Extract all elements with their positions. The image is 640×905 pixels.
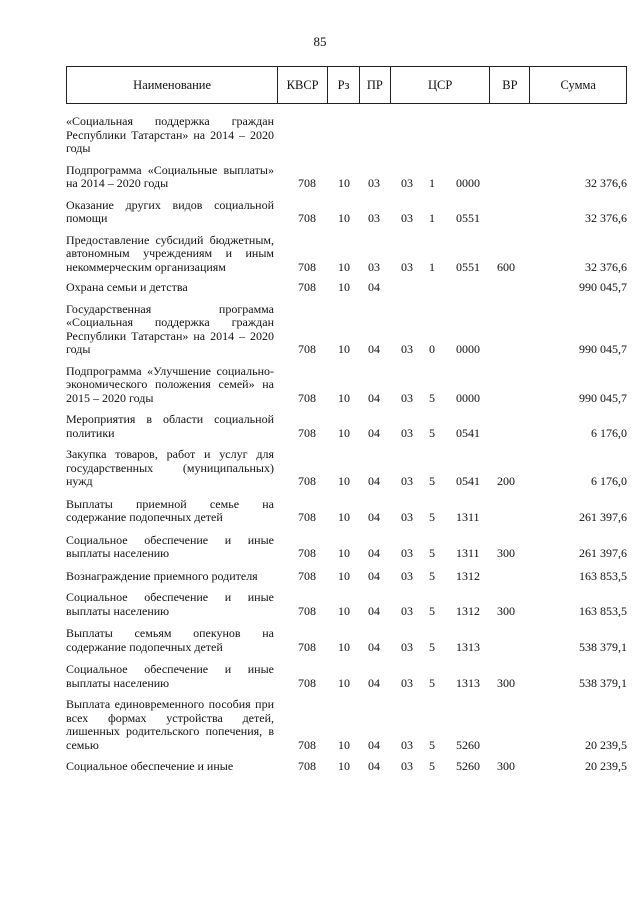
cell-rz: 10: [338, 737, 350, 752]
table-row: [66, 448, 627, 489]
cell-pr: 04: [368, 390, 380, 405]
header-vr: ВР: [490, 67, 530, 103]
cell-csr3: 1312: [456, 568, 480, 583]
cell-pr: 03: [368, 176, 380, 190]
cell-pr: 04: [368, 474, 380, 488]
cell-csr2: 1: [429, 211, 435, 225]
cell-kvsr: 708: [298, 546, 316, 560]
cell-vr: 300: [497, 546, 515, 560]
cell-pr: 03: [368, 259, 380, 274]
row-name: Социальное обеспечение и иные выплаты населению: [66, 532, 274, 560]
row-name: Вознаграждение приемного родителя: [66, 568, 258, 583]
cell-kvsr: 708: [298, 759, 316, 773]
cell-kvsr: 708: [298, 737, 316, 752]
cell-pr: 04: [368, 425, 380, 440]
cell-csr1: 03: [401, 390, 413, 405]
cell-rz: 10: [338, 390, 350, 405]
cell-kvsr: 708: [298, 675, 316, 690]
table-body: [66, 107, 627, 774]
cell-kvsr: 708: [298, 603, 316, 618]
cell-csr3: 5260: [456, 737, 480, 752]
cell-csr2: 1: [429, 176, 435, 190]
cell-vr: 300: [497, 759, 515, 773]
cell-csr3: 1313: [456, 675, 480, 690]
cell-sum: 990 045,7: [579, 342, 627, 356]
cell-rz: 10: [338, 675, 350, 690]
cell-vr: 300: [497, 675, 515, 690]
cell-sum: 261 397,6: [579, 546, 627, 560]
row-name: Выплаты приемной семье на содержание подопечных детей: [66, 496, 274, 524]
cell-sum: 32 376,6: [585, 211, 627, 225]
cell-kvsr: 708: [298, 639, 316, 654]
cell-csr1: 03: [401, 510, 413, 524]
table-row: [66, 199, 627, 226]
row-name: Выплата единовременного пособия при всех формах устройства детей, лишенных родительского попечения, в семью: [66, 697, 274, 752]
cell-csr2: 0: [429, 342, 435, 356]
cell-csr2: 5: [429, 639, 435, 654]
row-name: Социальное обеспечение и иные выплаты населению: [66, 662, 274, 690]
cell-pr: 04: [368, 568, 380, 583]
table-row: [66, 365, 627, 406]
cell-csr2: 5: [429, 425, 435, 440]
table-row: [66, 534, 627, 561]
header-sum: Сумма: [560, 77, 596, 92]
cell-rz: 10: [338, 280, 350, 294]
table-row: [66, 164, 627, 191]
cell-kvsr: 708: [298, 176, 316, 190]
cell-rz: 10: [338, 474, 350, 488]
row-name: Подпрограмма «Улучшение социально-экономического положения семей» на 2015 – 2020 годы: [66, 363, 274, 405]
header-pr: ПР: [360, 67, 391, 103]
cell-csr2: 1: [429, 259, 435, 274]
cell-kvsr: 708: [298, 342, 316, 356]
row-name: Государственная программа «Социальная поддержка граждан Республики Татарстан» на 2014 – 2020 годы: [66, 301, 274, 356]
row-name: Выплаты семьям опекунов на содержание подопечных детей: [66, 626, 274, 654]
cell-sum: 32 376,6: [585, 259, 627, 274]
row-name: Мероприятия в области социальной политики: [66, 412, 274, 440]
row-name: Охрана семьи и детства: [66, 280, 188, 294]
cell-csr2: 5: [429, 603, 435, 618]
cell-csr3: 1311: [456, 546, 480, 560]
cell-vr: 200: [497, 474, 515, 488]
cell-csr3: 0000: [456, 342, 480, 356]
cell-sum: 990 045,7: [579, 280, 627, 294]
cell-csr3: 0541: [456, 474, 480, 488]
cell-rz: 10: [338, 568, 350, 583]
cell-rz: 10: [338, 211, 350, 225]
cell-rz: 10: [338, 759, 350, 773]
cell-rz: 10: [338, 603, 350, 618]
cell-csr3: 0551: [456, 211, 480, 225]
cell-vr: 300: [497, 603, 515, 618]
cell-sum: 20 239,5: [585, 759, 627, 773]
cell-csr3: 0541: [456, 425, 480, 440]
cell-sum: 6 176,0: [591, 474, 627, 488]
cell-rz: 10: [338, 176, 350, 190]
cell-csr1: 03: [401, 546, 413, 560]
cell-kvsr: 708: [298, 425, 316, 440]
table-row: [66, 115, 627, 156]
cell-csr3: 5260: [456, 759, 480, 773]
cell-csr1: 03: [401, 639, 413, 654]
table-row: [66, 627, 627, 654]
cell-csr1: 03: [401, 176, 413, 190]
cell-pr: 04: [368, 737, 380, 752]
header-csr: ЦСР: [391, 67, 491, 103]
cell-sum: 6 176,0: [591, 425, 627, 440]
cell-csr1: 03: [401, 759, 413, 773]
cell-sum: 163 853,5: [579, 603, 627, 618]
cell-csr3: 0551: [456, 259, 480, 274]
cell-csr2: 5: [429, 759, 435, 773]
table-row: [66, 234, 627, 275]
row-name: «Социальная поддержка граждан Республики Татарстан» на 2014 – 2020 годы: [66, 114, 274, 155]
cell-csr1: 03: [401, 603, 413, 618]
table-row: [66, 698, 627, 752]
cell-pr: 04: [368, 639, 380, 654]
cell-csr1: 03: [401, 342, 413, 356]
cell-sum: 32 376,6: [585, 176, 627, 190]
cell-sum: 163 853,5: [579, 568, 627, 583]
cell-kvsr: 708: [298, 390, 316, 405]
cell-csr2: 5: [429, 390, 435, 405]
page-number: 85: [313, 34, 327, 49]
table-header: [66, 66, 627, 104]
cell-pr: 04: [368, 759, 380, 773]
cell-csr1: 03: [401, 474, 413, 488]
row-name: Закупка товаров, работ и услуг для государственных (муниципальных) нужд: [66, 447, 274, 488]
cell-kvsr: 708: [298, 474, 316, 488]
cell-csr1: 03: [401, 425, 413, 440]
table-row: [66, 591, 627, 618]
cell-csr2: 5: [429, 510, 435, 524]
cell-rz: 10: [338, 425, 350, 440]
cell-pr: 04: [368, 510, 380, 524]
header-name: Наименование: [67, 67, 278, 103]
cell-kvsr: 708: [298, 510, 316, 524]
row-name: Социальное обеспечение и иные выплаты населению: [66, 590, 274, 618]
cell-csr3: 1311: [456, 510, 480, 524]
cell-csr2: 5: [429, 474, 435, 488]
cell-csr1: 03: [401, 675, 413, 690]
cell-pr: 04: [368, 342, 380, 356]
cell-kvsr: 708: [298, 259, 316, 274]
cell-kvsr: 708: [298, 568, 316, 583]
cell-pr: 03: [368, 211, 380, 225]
table-row: [66, 498, 627, 525]
cell-kvsr: 708: [298, 280, 316, 294]
cell-pr: 04: [368, 603, 380, 618]
cell-csr2: 5: [429, 675, 435, 690]
cell-sum: 261 397,6: [579, 510, 627, 524]
table-row: [66, 663, 627, 690]
table-row: [66, 413, 627, 440]
row-name: Оказание других видов социальной помощи: [66, 197, 274, 225]
cell-rz: 10: [338, 510, 350, 524]
cell-csr2: 5: [429, 737, 435, 752]
cell-pr: 04: [368, 280, 380, 294]
header-kvsr: КВСР: [278, 67, 328, 103]
table-row: [66, 760, 627, 774]
cell-sum: 20 239,5: [585, 737, 627, 752]
cell-rz: 10: [338, 546, 350, 560]
cell-kvsr: 708: [298, 211, 316, 225]
cell-rz: 10: [338, 639, 350, 654]
table-row: [66, 281, 627, 295]
cell-pr: 04: [368, 675, 380, 690]
cell-csr1: 03: [401, 568, 413, 583]
row-name: Предоставление субсидий бюджетным, автономным учреждениям и иным некоммерческим организациям: [66, 232, 274, 274]
cell-rz: 10: [338, 342, 350, 356]
cell-sum: 990 045,7: [579, 390, 627, 405]
cell-csr3: 1313: [456, 639, 480, 654]
cell-csr2: 5: [429, 568, 435, 583]
cell-vr: 600: [497, 259, 515, 274]
table-row: [66, 570, 627, 584]
row-name: Подпрограмма «Социальные выплаты» на 2014 – 2020 годы: [66, 162, 274, 190]
cell-csr1: 03: [401, 737, 413, 752]
row-name: Социальное обеспечение и иные: [66, 759, 234, 773]
cell-rz: 10: [338, 259, 350, 274]
cell-csr3: 1312: [456, 603, 480, 618]
cell-csr2: 5: [429, 546, 435, 560]
cell-sum: 538 379,1: [579, 675, 627, 690]
table-row: [66, 303, 627, 357]
header-rz: Рз: [328, 67, 360, 103]
cell-csr3: 0000: [456, 390, 480, 405]
cell-csr1: 03: [401, 211, 413, 225]
cell-pr: 04: [368, 546, 380, 560]
cell-csr1: 03: [401, 259, 413, 274]
cell-sum: 538 379,1: [579, 639, 627, 654]
cell-csr3: 0000: [456, 176, 480, 190]
